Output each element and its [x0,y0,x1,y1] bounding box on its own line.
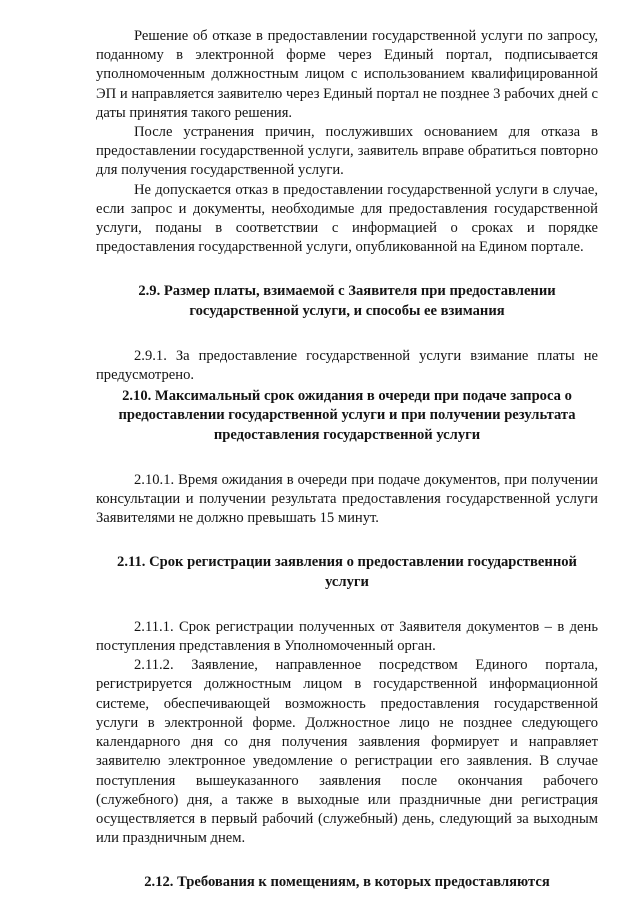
paragraph-2-11-2: 2.11.2. Заявление, направленное посредством Единого портала, регистрируется должностным лицом в государственной информационной системе, обеспечивающей возможность предоставления государственной услуги в электронной форме. Должностное лицо не позднее следующего календарного дня со дня получения заявления формирует и направляет заявителю электронное уведомление о регистрации его заявления. В случае поступления вышеуказанного заявления после окончания рабочего (служебного) дня, а также в выходные или праздничные дни регистрация осуществляется в первый рабочий (служебный) день, следующий за выходным или праздничным днем. [96,657,598,847]
paragraph-refusal-decision: Решение об отказе в предоставлении государственной услуги по запросу, поданному в электронной форме через Единый портал, подписывается уполномоченным должностным лицом с использованием квалифицированной ЭП и направляется заявителю через Единый портал не позднее 3 рабочих дней с даты принятия такого решения. [96,28,598,121]
heading-2-9: 2.9. Размер платы, взимаемой с Заявителя при предоставлении государственной услуги, и способы ее взимания [138,283,556,319]
heading-2-10: 2.10. Максимальный срок ожидания в очереди при подаче запроса о предоставлении государственной услуги и при получении результата предоставления государственной услуги [118,388,576,443]
paragraph-no-refusal: Не допускается отказ в предоставлении государственной услуги в случае, если запрос и документы, необходимые для предоставления государственной услуги, поданы в соответствии с информацией о сроках и порядке предоставления государственной услуги, опубликованной на Едином портале. [96,181,598,256]
paragraph-2-9-1: 2.9.1. За предоставление государственной услуги взимание платы не предусмотрено. [96,347,598,384]
paragraph-2-11-1: 2.11.1. Срок регистрации полученных от Заявителя документов – в день поступления представления в Уполномоченный орган. [96,618,598,655]
paragraph-2-10-1: 2.10.1. Время ожидания в очереди при подаче документов, при получении консультации и получении результата предоставления государственной услуги Заявителями не должно превышать 15 минут. [96,471,598,527]
document-page [96,27,598,893]
paragraph-reapply: После устранения причин, послуживших основанием для отказа в предоставлении государственной услуги, заявитель вправе обратиться повторно для получения государственной услуги. [96,124,598,179]
heading-2-12: 2.12. Требования к помещениям, в которых предоставляются [144,874,550,891]
heading-2-11: 2.11. Срок регистрации заявления о предоставлении государственной услуги [117,554,577,590]
